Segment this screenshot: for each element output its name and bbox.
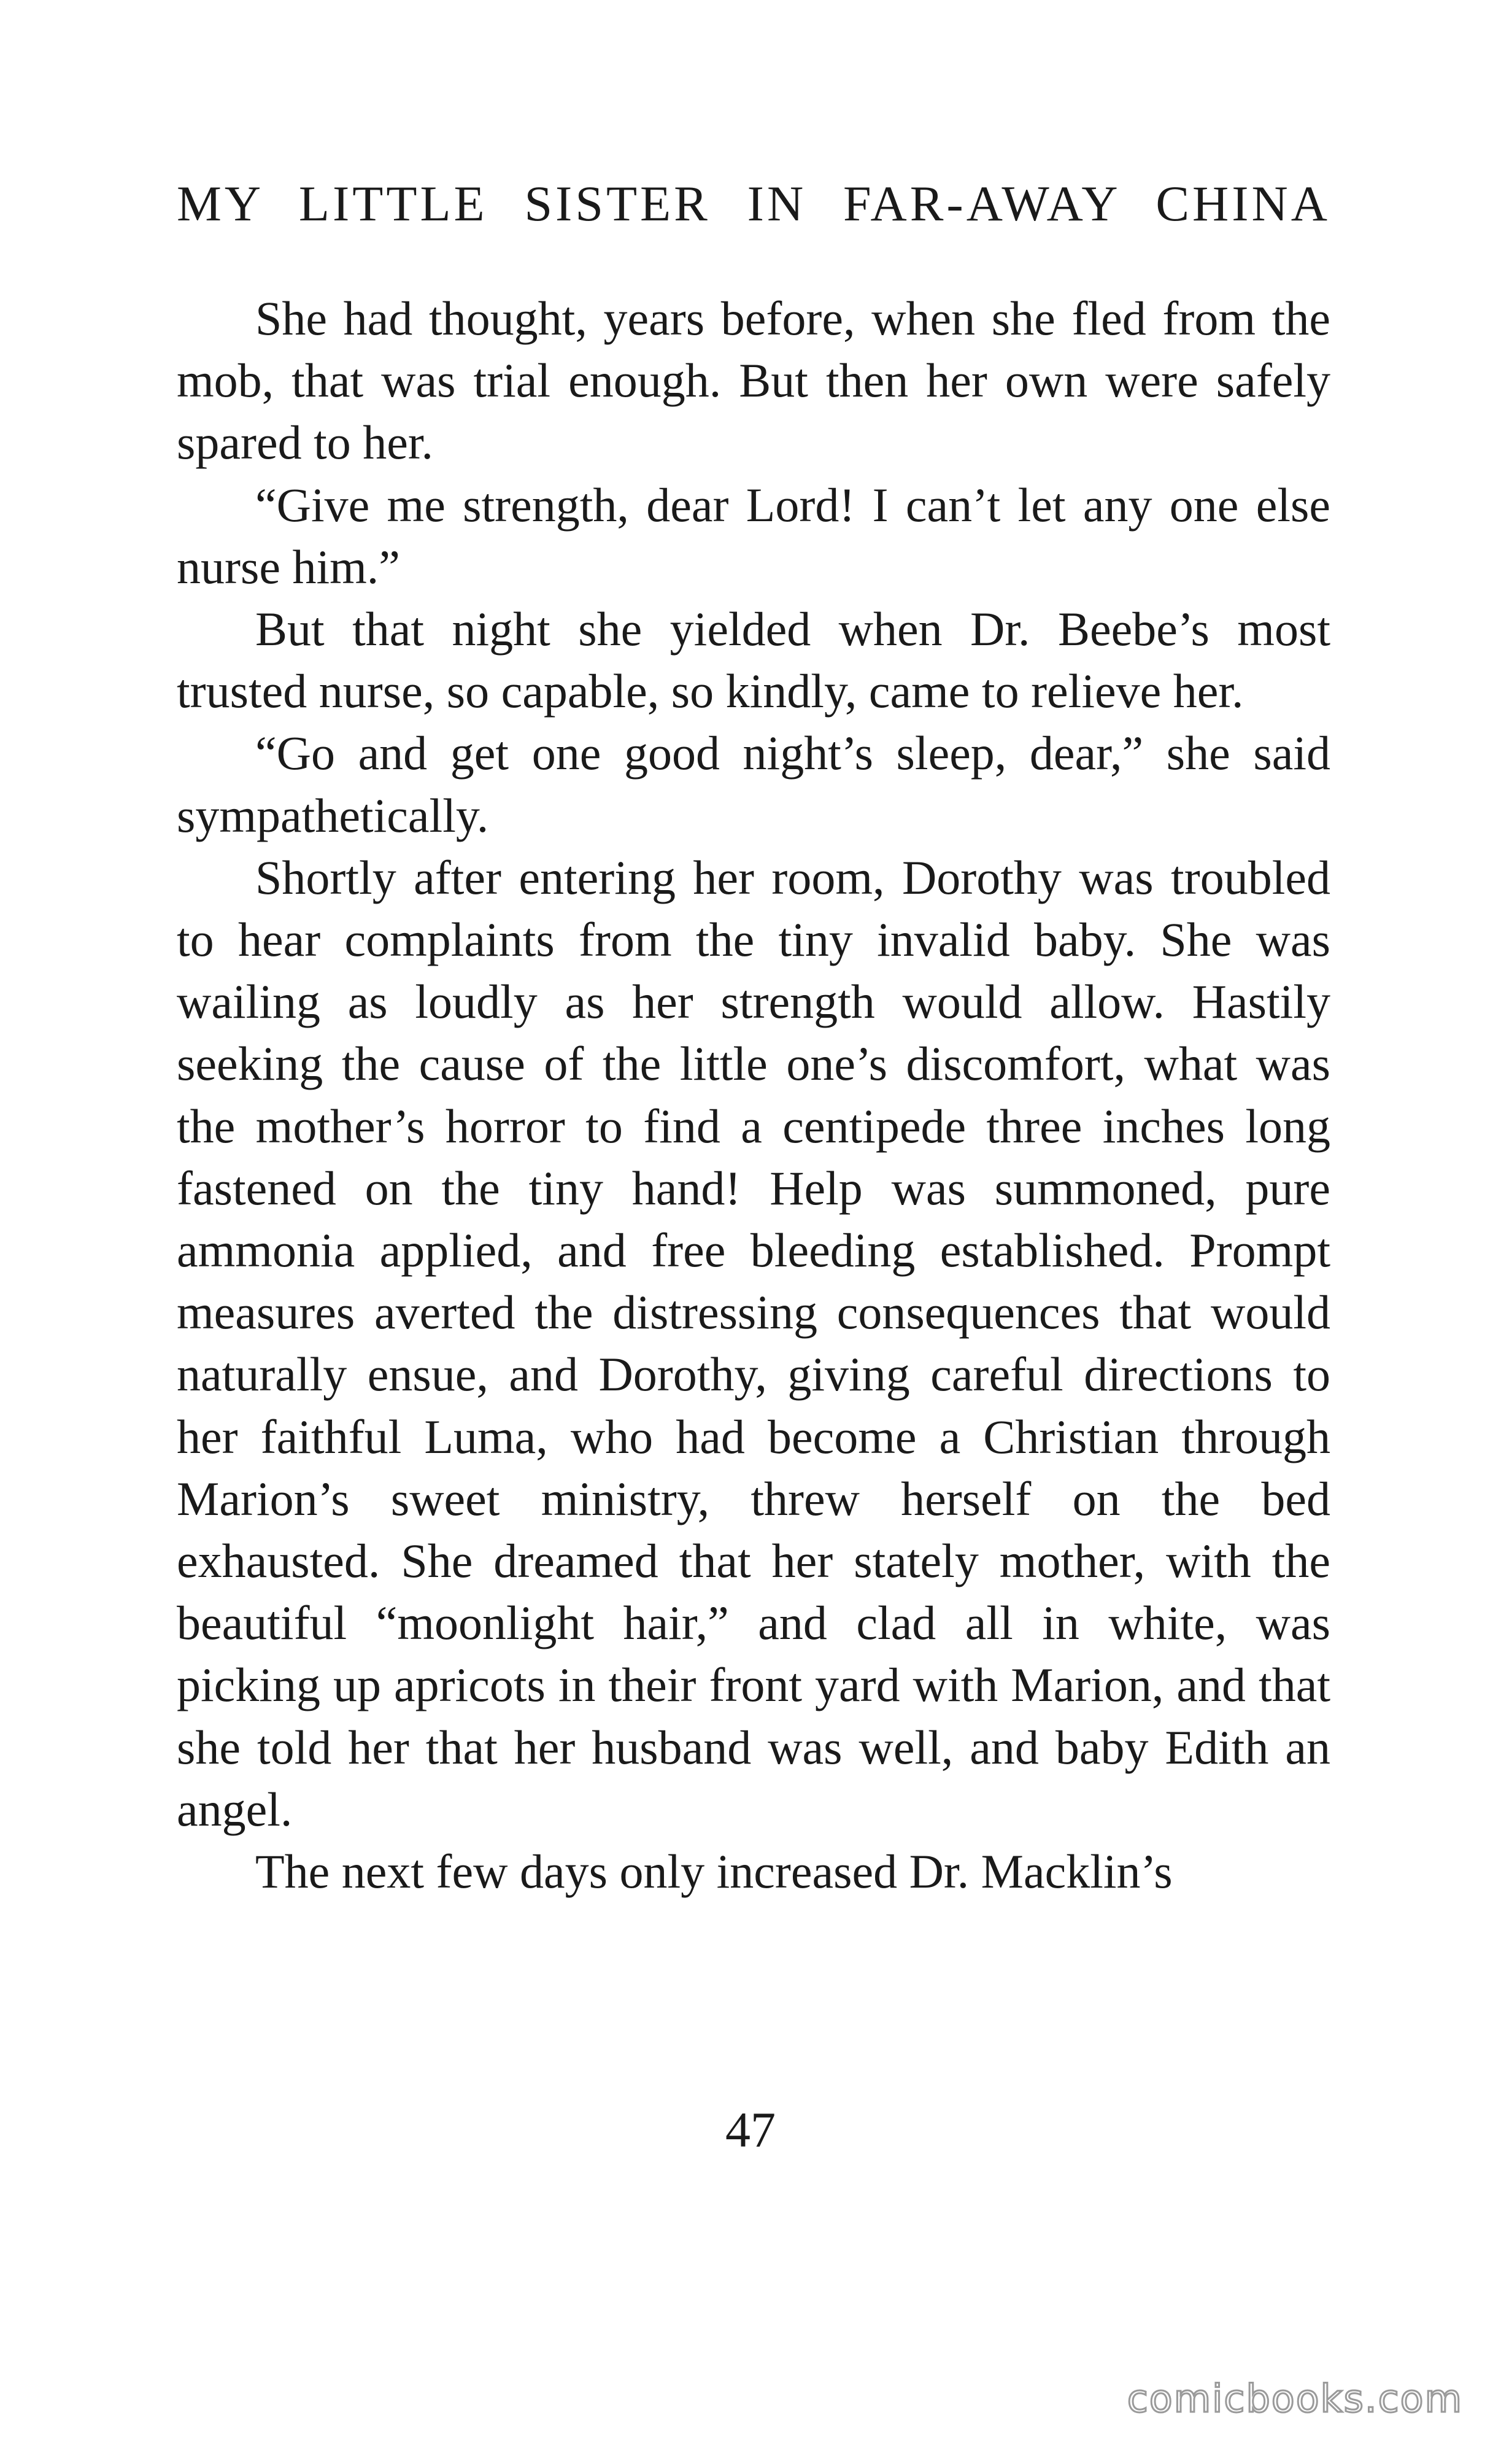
running-head: MY LITTLE SISTER IN FAR-AWAY CHINA [177,176,1330,231]
watermark: comicbooks.com [1127,2376,1463,2421]
page-number: 47 [725,2102,776,2158]
paragraph: “Go and get one good night’s sleep, dear,” she said sympathetically. [177,726,1330,842]
paragraph: Shortly after entering her room, Dorothy was troubled to hear complaints from the tiny invalid baby. She was wailing as loudly as her strength would allow. Hastily seeking the cause of the little one’s discomfort, what was the mother’s horror to find a centipede three inches long fastened on the tiny hand! Help was summoned, pure ammonia applied, and free bleeding established. Prompt measures averted the distressing consequences that would naturally ensue, and Dorothy, giving careful directions to her faithful Luma, who had become a Christian through Marion’s sweet ministry, threw herself on the bed exhausted. She dreamed that her stately mother, with the beautiful “moonlight hair,” and clad all in white, was picking up apricots in their front yard with Marion, and that she told her that her husband was well, and baby Edith an angel. [177,850,1330,1836]
body-text [177,287,1330,1902]
paragraph: But that night she yielded when Dr. Beebe’s most trusted nurse, so capable, so kindly, came to relieve her. [177,602,1330,718]
paragraph: She had thought, years before, when she fled from the mob, that was trial enough. But then her own were safely spared to her. [177,292,1330,470]
paragraph: The next few days only increased Dr. Macklin’s [255,1845,1173,1899]
paragraph: “Give me strength, dear Lord! I can’t let any one else nurse him.” [177,478,1330,594]
